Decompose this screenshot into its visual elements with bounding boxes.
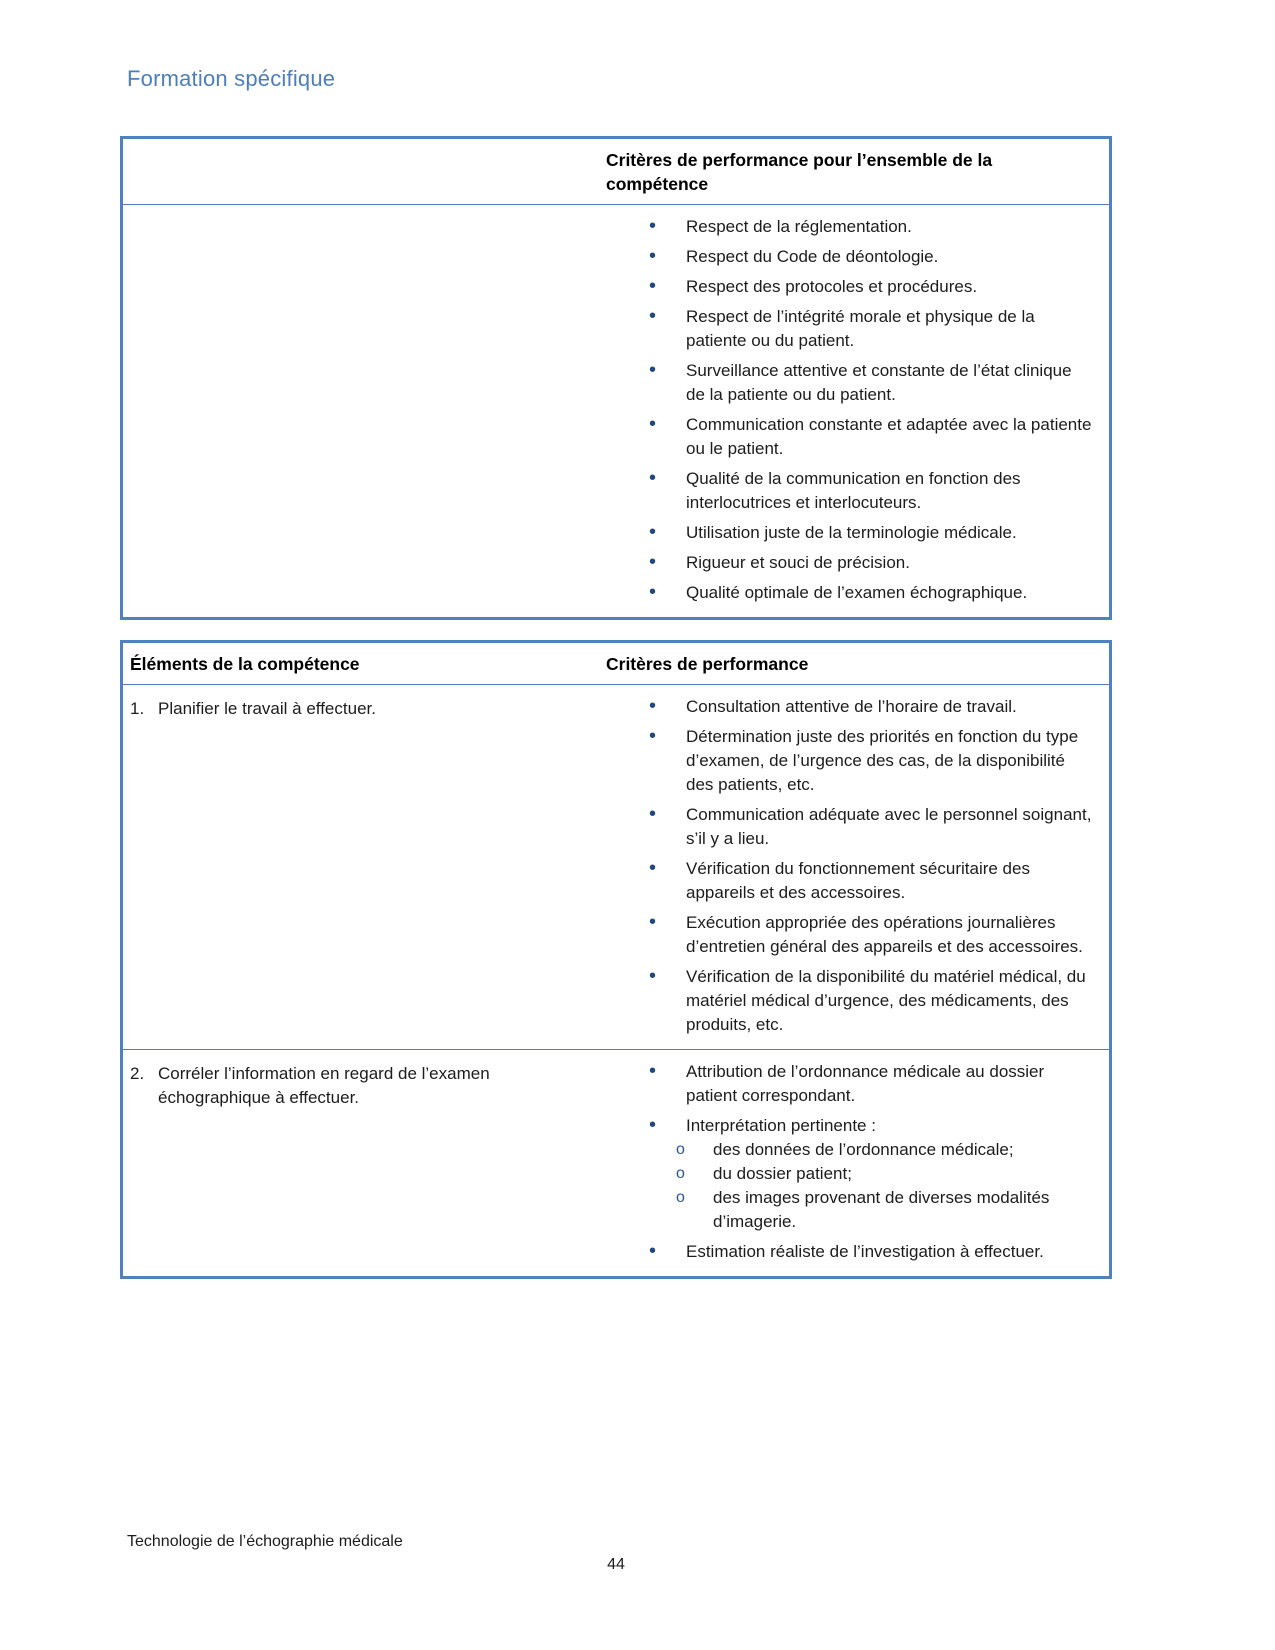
bullet-icon: •	[649, 911, 657, 933]
sub-criterion-text: des données de l’ordonnance médicale;	[713, 1140, 1014, 1159]
criterion-item	[603, 1060, 1093, 1108]
bullet-icon: •	[649, 275, 657, 297]
circle-bullet-icon: o	[676, 1165, 685, 1182]
table2-header-left-cell	[123, 643, 603, 685]
criterion-text: Rigueur et souci de précision.	[686, 553, 910, 572]
criterion-text: Détermination juste des priorités en fonction du type d’examen, de l’urgence des cas, de la disponibilité des patients, etc.	[686, 727, 1079, 794]
criterion-item	[603, 1240, 1093, 1264]
criteria-list	[603, 215, 1093, 605]
criterion-text: Respect de l’intégrité morale et physique de la patiente ou du patient.	[686, 307, 1035, 350]
criteria-cell-row2	[603, 1050, 1109, 1276]
element-cell-row2	[123, 1050, 603, 1276]
criteria-list	[603, 695, 1093, 1037]
criterion-item	[603, 857, 1093, 905]
criterion-item	[603, 581, 1093, 605]
sub-criteria-list	[603, 1138, 1093, 1234]
bullet-icon: •	[649, 305, 657, 327]
bullet-icon: •	[649, 725, 657, 747]
competence-overview-table	[120, 136, 1112, 620]
criterion-item	[603, 911, 1093, 959]
criterion-text: Vérification de la disponibilité du matériel médical, du matériel médical d’urgence, des médicaments, des produits, etc.	[686, 967, 1086, 1034]
page-number: 44	[607, 1556, 625, 1573]
section-heading: Formation spécifique	[127, 66, 336, 91]
criterion-item	[603, 359, 1093, 407]
criterion-text: Respect du Code de déontologie.	[686, 247, 939, 266]
table1-header-right-cell	[603, 139, 1109, 205]
criterion-item	[603, 965, 1093, 1037]
criterion-text: Estimation réaliste de l’investigation à effectuer.	[686, 1242, 1044, 1261]
element-cell-row1	[123, 685, 603, 1050]
sub-criterion-item	[603, 1186, 1093, 1234]
bullet-icon: •	[649, 695, 657, 717]
criterion-text: Respect des protocoles et procédures.	[686, 277, 978, 296]
element-item	[130, 697, 585, 721]
sub-criterion-item	[603, 1138, 1093, 1162]
criterion-item	[603, 551, 1093, 575]
table1-header-left-cell	[123, 139, 603, 205]
criterion-item	[603, 413, 1093, 461]
criterion-text: Respect de la réglementation.	[686, 217, 912, 236]
criterion-text: Qualité de la communication en fonction des interlocutrices et interlocuteurs.	[686, 469, 1021, 512]
element-text: Corréler l’information en regard de l’examen échographique à effectuer.	[158, 1064, 490, 1107]
bullet-icon: •	[649, 467, 657, 489]
table2-header-criteria: Critères de performance	[606, 654, 809, 674]
criterion-text: Utilisation juste de la terminologie médicale.	[686, 523, 1017, 542]
criterion-text: Surveillance attentive et constante de l’état clinique de la patiente ou du patient.	[686, 361, 1072, 404]
bullet-icon: •	[649, 965, 657, 987]
criterion-text: Interprétation pertinente :	[686, 1116, 876, 1135]
bullet-icon: •	[649, 581, 657, 603]
criterion-text: Communication constante et adaptée avec la patiente ou le patient.	[686, 415, 1092, 458]
bullet-icon: •	[649, 413, 657, 435]
criterion-text: Communication adéquate avec le personnel soignant, s’il y a lieu.	[686, 805, 1092, 848]
table1-body-right-cell	[603, 205, 1109, 617]
criterion-item	[603, 245, 1093, 269]
criterion-item	[603, 695, 1093, 719]
criterion-item	[603, 275, 1093, 299]
criterion-text: Qualité optimale de l’examen échographique.	[686, 583, 1028, 602]
bullet-icon: •	[649, 1240, 657, 1262]
criterion-item	[603, 467, 1093, 515]
criterion-text: Exécution appropriée des opérations journalières d’entretien général des appareils et des accessoires.	[686, 913, 1083, 956]
circle-bullet-icon: o	[676, 1141, 685, 1158]
element-item	[130, 1062, 585, 1110]
bullet-icon: •	[649, 245, 657, 267]
criteria-cell-row1	[603, 685, 1109, 1050]
bullet-icon: •	[649, 1060, 657, 1082]
criterion-item	[603, 725, 1093, 797]
element-text: Planifier le travail à effectuer.	[158, 699, 376, 718]
circle-bullet-icon: o	[676, 1189, 685, 1206]
criterion-item	[603, 305, 1093, 353]
bullet-icon: •	[649, 215, 657, 237]
bullet-icon: •	[649, 551, 657, 573]
criteria-list	[603, 1060, 1093, 1264]
criterion-item	[603, 803, 1093, 851]
sub-criterion-text: des images provenant de diverses modalités d’imagerie.	[713, 1188, 1050, 1231]
bullet-icon: •	[649, 857, 657, 879]
element-number: 2.	[130, 1064, 145, 1083]
table2-header-elements: Éléments de la compétence	[130, 654, 360, 674]
table1-header-title: Critères de performance pour l’ensemble de la compétence	[606, 150, 993, 194]
element-number: 1.	[130, 699, 145, 718]
criterion-item	[603, 1114, 1093, 1234]
sub-criterion-text: du dossier patient;	[713, 1164, 852, 1183]
elements-criteria-table	[120, 640, 1112, 1279]
table2-header-right-cell	[603, 643, 1109, 685]
criterion-text: Attribution de l’ordonnance médicale au dossier patient correspondant.	[686, 1062, 1045, 1105]
criterion-text: Vérification du fonctionnement sécuritaire des appareils et des accessoires.	[686, 859, 1030, 902]
criterion-item	[603, 215, 1093, 239]
table1-body-left-cell	[123, 205, 603, 617]
bullet-icon: •	[649, 1114, 657, 1136]
bullet-icon: •	[649, 803, 657, 825]
bullet-icon: •	[649, 359, 657, 381]
footer-document-title: Technologie de l’échographie médicale	[127, 1533, 403, 1550]
sub-criterion-item	[603, 1162, 1093, 1186]
criterion-item	[603, 521, 1093, 545]
bullet-icon: •	[649, 521, 657, 543]
criterion-text: Consultation attentive de l’horaire de travail.	[686, 697, 1017, 716]
